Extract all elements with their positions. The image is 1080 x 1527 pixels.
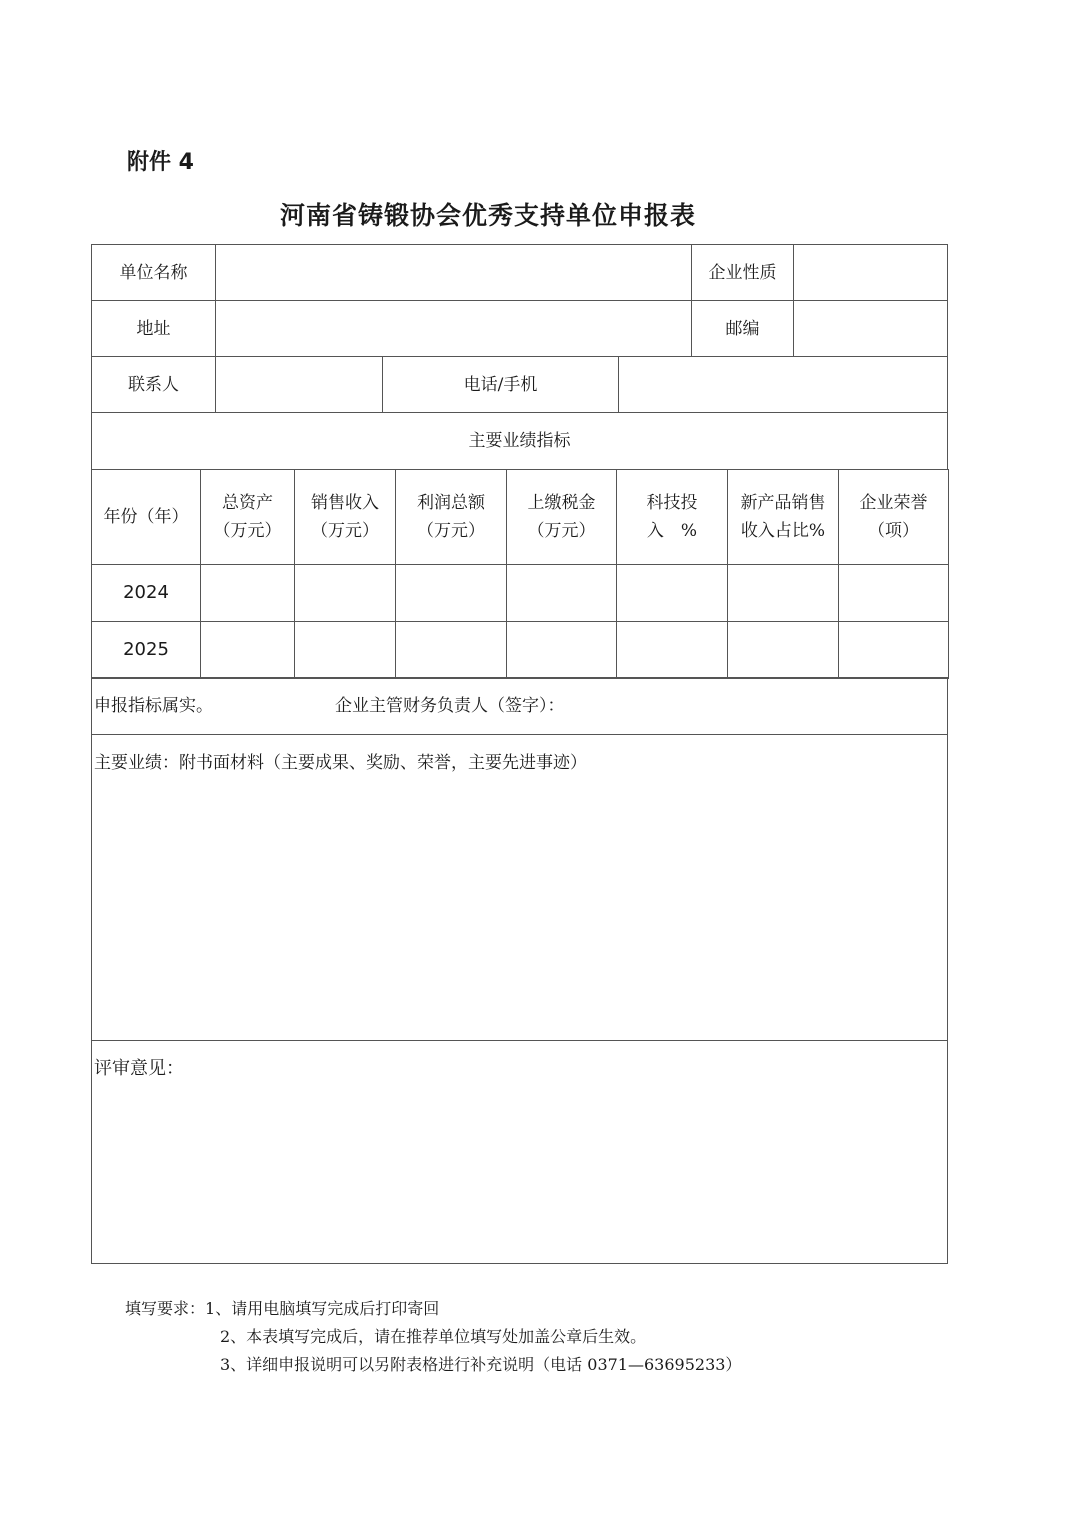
fill-requirements: [125, 1295, 741, 1379]
enterprise-type-field[interactable]: [793, 244, 948, 301]
column-header-line1: 新产品销售: [740, 493, 826, 513]
column-header-line1: 销售收入: [311, 493, 379, 513]
data-cell[interactable]: [200, 621, 295, 679]
note-item-1: 1、请用电脑填写完成后打印寄回: [205, 1299, 440, 1318]
data-cell[interactable]: [200, 564, 295, 622]
data-cell[interactable]: [616, 564, 728, 622]
column-header: [91, 469, 201, 565]
column-header-line1: 利润总额: [417, 493, 485, 513]
attachment-label: 附件 4: [127, 150, 194, 175]
unit-name-label: 单位名称: [91, 244, 216, 301]
column-header-line1: 上缴税金: [527, 493, 596, 513]
achievements-box[interactable]: [91, 734, 948, 1041]
form-title: 河南省铸锻协会优秀支持单位申报表: [279, 201, 696, 230]
column-header: [838, 469, 949, 565]
data-cell[interactable]: [395, 621, 507, 679]
review-box[interactable]: [91, 1040, 948, 1264]
data-cell[interactable]: [727, 564, 839, 622]
unit-name-field[interactable]: [215, 244, 692, 301]
column-header: [294, 469, 396, 565]
column-header-line2: （项）: [868, 521, 919, 541]
column-header-line2: （万元）: [417, 521, 485, 541]
notes-prefix: 填写要求：: [125, 1299, 206, 1318]
column-header-line2: （万元）: [311, 521, 379, 541]
column-header-line2: 入 %: [646, 521, 698, 541]
column-header-line2: （万元）: [527, 521, 596, 541]
column-header-line1: 科技投: [646, 493, 698, 513]
phone-field[interactable]: [618, 356, 948, 413]
phone-label: 电话/手机: [382, 356, 619, 413]
column-header-line1: 总资产: [222, 493, 273, 513]
data-cell[interactable]: [616, 621, 728, 679]
data-cell[interactable]: [294, 564, 396, 622]
enterprise-type-label: 企业性质: [691, 244, 794, 301]
contact-field[interactable]: [215, 356, 383, 413]
column-header: [727, 469, 839, 565]
column-header: [506, 469, 617, 565]
data-cell[interactable]: [838, 621, 949, 679]
data-cell[interactable]: [506, 621, 617, 679]
review-label: 评审意见：: [94, 1058, 184, 1079]
postcode-label: 邮编: [691, 300, 794, 357]
section-header: 主要业绩指标: [91, 412, 948, 470]
postcode-field[interactable]: [793, 300, 948, 357]
contact-label: 联系人: [91, 356, 216, 413]
column-header-line1: 年份（年）: [103, 507, 189, 527]
column-header-line1: 企业荣誉: [859, 493, 928, 513]
address-field[interactable]: [215, 300, 692, 357]
data-cell[interactable]: [395, 564, 507, 622]
declaration-text: 申报指标属实。: [94, 696, 213, 716]
declaration-row: [91, 677, 948, 735]
note-item-2: 2、本表填写完成后，请在推荐单位填写处加盖公章后生效。: [220, 1327, 647, 1346]
application-form-table: [91, 244, 948, 1264]
data-cell[interactable]: [294, 621, 396, 679]
year-cell: 2025: [91, 621, 201, 679]
data-cell[interactable]: [506, 564, 617, 622]
column-header: [200, 469, 295, 565]
column-header: [395, 469, 507, 565]
finance-signature-label: 企业主管财务负责人（签字）：: [335, 696, 565, 716]
data-cell[interactable]: [727, 621, 839, 679]
achievements-label: 主要业绩：附书面材料（主要成果、奖励、荣誉，主要先进事迹）: [94, 753, 587, 773]
column-header-line2: （万元）: [213, 521, 282, 541]
note-item-3: 3、详细申报说明可以另附表格进行补充说明（电话 0371—63695233）: [220, 1355, 742, 1374]
column-header-line2: 收入占比%: [740, 521, 826, 541]
address-label: 地址: [91, 300, 216, 357]
data-cell[interactable]: [838, 564, 949, 622]
column-header: [616, 469, 728, 565]
year-cell: 2024: [91, 564, 201, 622]
